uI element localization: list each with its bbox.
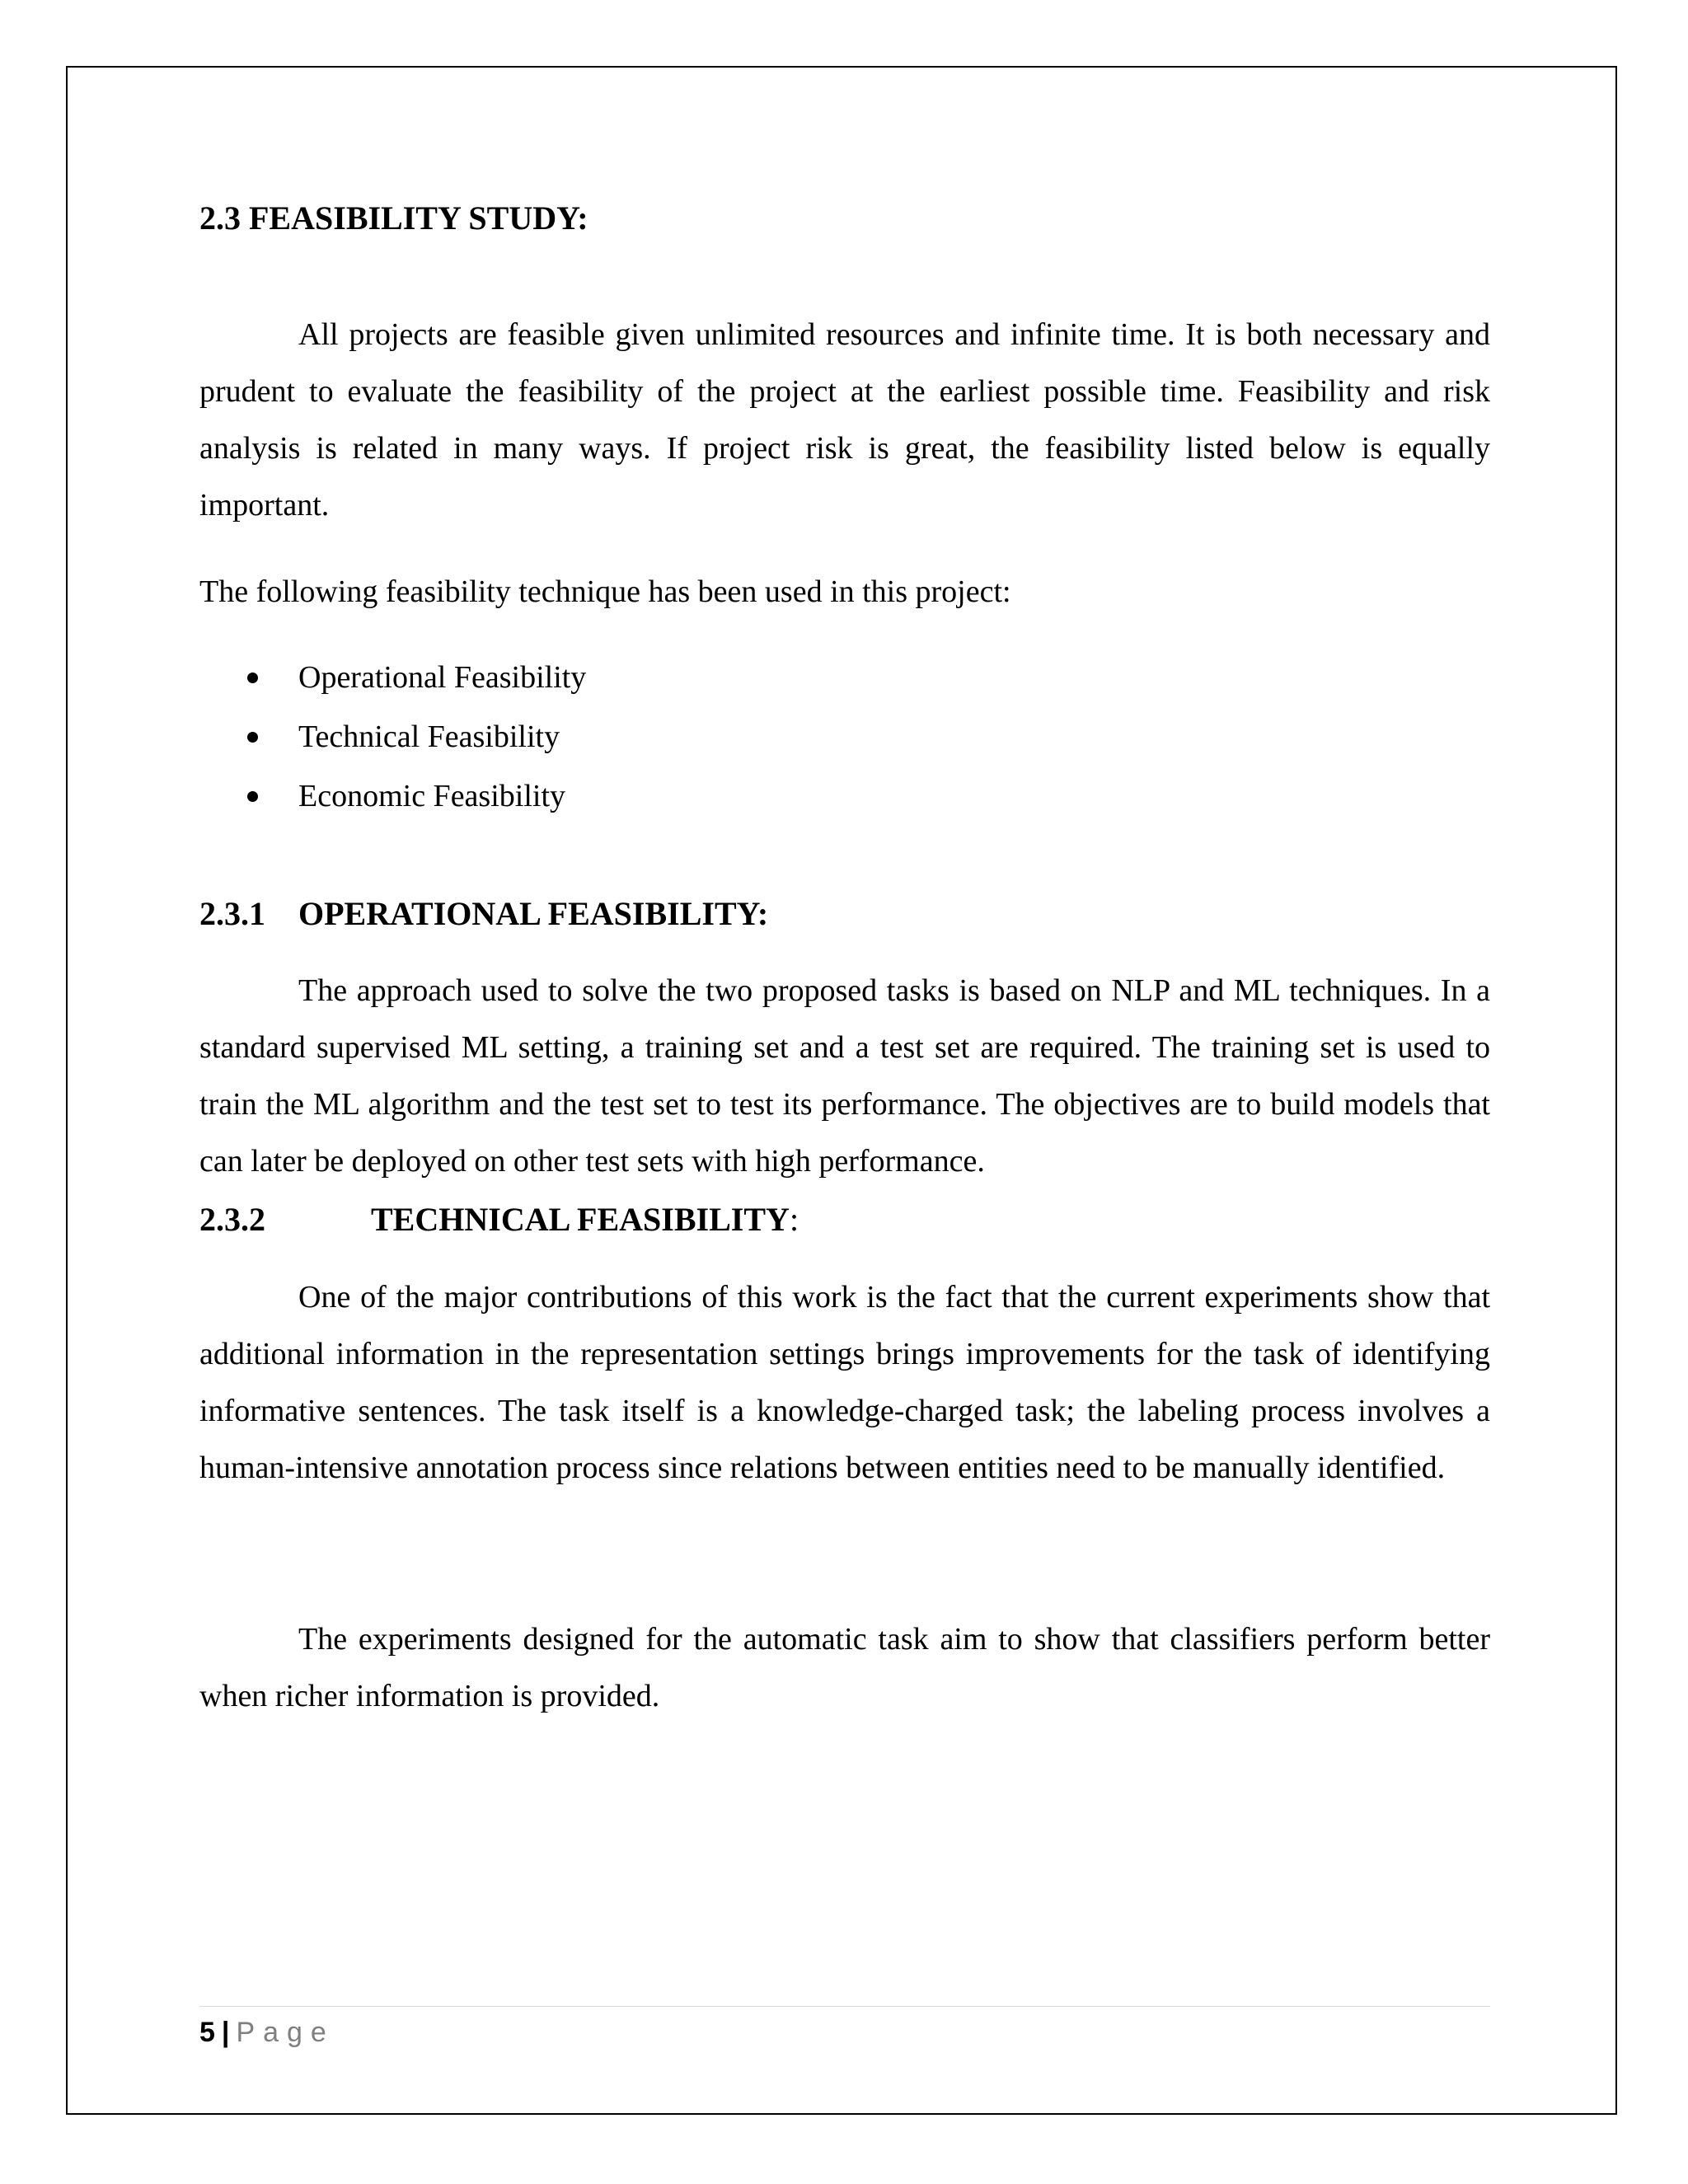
footer-separator: |	[221, 2017, 230, 2048]
operational-title: OPERATIONAL FEASIBILITY:	[298, 895, 769, 932]
technical-paragraph-1: One of the major contributions of this work is the fact that the current experiments show that additional information in the representation settings brings improvements for the task of identifying informative sentences. The task itself is a knowledge-charged task; the labeling process involves a human-intensive annotation process since relations between entities need to be manually identified.	[199, 1280, 1490, 1485]
bullet-icon	[247, 791, 258, 802]
technical-title: TECHNICAL FEASIBILITY	[371, 1201, 790, 1238]
intro-paragraph: All projects are feasible given unlimited resources and infinite time. It is both necessary and prudent to evaluate the feasibility of the project at the earliest possible time. Feasibility and risk analysis is related in many ways. If project risk is great, the feasibility listed below is equally important.	[199, 317, 1490, 523]
technical-number: 2.3.2	[199, 1201, 265, 1238]
bullet-icon	[247, 732, 258, 743]
list-item-label: Technical Feasibility	[298, 719, 560, 754]
operational-heading	[199, 894, 768, 934]
bullet-icon	[247, 673, 258, 683]
technical-heading	[199, 1200, 799, 1240]
footer-divider	[199, 2006, 1490, 2007]
list-item-label: Operational Feasibility	[298, 660, 587, 695]
page-footer	[199, 2016, 335, 2049]
operational-number: 2.3.1	[199, 895, 265, 932]
technical-paragraph-2: The experiments designed for the automatic task aim to show that classifiers perform better when richer information is provided.	[199, 1622, 1490, 1713]
page-label: Page	[236, 2017, 335, 2048]
page-number: 5	[199, 2017, 215, 2048]
list-item-label: Economic Feasibility	[298, 779, 566, 813]
operational-paragraph: The approach used to solve the two proposed tasks is based on NLP and ML techniques. In a standard supervised ML setting, a training set and a test set are required. The training set is used to train the ML algorithm and the test set to test its performance. The objectives are to build models that can later be deployed on other test sets with high performance.	[199, 973, 1490, 1179]
list-intro: The following feasibility technique has been used in this project:	[199, 574, 1011, 609]
section-heading: 2.3 FEASIBILITY STUDY:	[199, 199, 588, 237]
technical-title-colon: :	[789, 1201, 799, 1238]
